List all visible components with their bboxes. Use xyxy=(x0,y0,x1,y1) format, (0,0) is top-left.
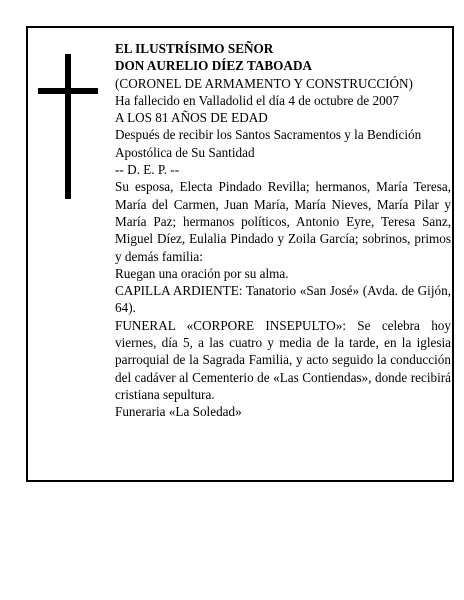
death-announcement: Ha fallecido en Valladolid el día 4 de octubre de 2007 xyxy=(115,92,399,108)
deceased-rank: (CORONEL DE ARMAMENTO Y CONSTRUCCIÓN) xyxy=(115,75,413,91)
deceased-age: A LOS 81 AÑOS DE EDAD xyxy=(115,110,268,126)
family-list: Su esposa, Electa Pindado Revilla; hermanos, María Teresa, María del Carmen, Juan María, María Nieves, María Pilar y María Paz; hermanos políticos, Antonio Eyre, Teresa Sanz, Miguel Díez, Eulalia Pindado y Zoila García; sobrinos, primos y demás familia: xyxy=(115,179,451,264)
notice-body xyxy=(115,40,451,421)
rip-line: -- D. E. P. -- xyxy=(115,162,180,178)
deceased-title: EL ILUSTRÍSIMO SEÑOR xyxy=(115,41,274,56)
cross-icon xyxy=(38,54,100,199)
cross-vertical-bar xyxy=(65,54,71,199)
cross-horizontal-bar xyxy=(38,88,98,94)
obituary-notice xyxy=(26,26,454,482)
chapel-info: CAPILLA ARDIENTE: Tanatorio «San José» (Avda. de Gijón, 64). xyxy=(115,283,451,316)
funeral-home: Funeraria «La Soledad» xyxy=(115,404,242,420)
prayer-request: Ruegan una oración por su alma. xyxy=(115,265,289,281)
sacraments-line: Después de recibir los Santos Sacramentos y la Bendición Apostólica de Su Santidad xyxy=(115,127,422,160)
funeral-info: FUNERAL «CORPORE INSEPULTO»: Se celebra hoy viernes, día 5, a las cuatro y media de la tarde, en la iglesia parroquial de la Sagrada Familia, y acto seguido la conducción del cadáver al Cementerio de «Las Contiendas», donde recibirá cristiana sepultura. xyxy=(115,317,451,402)
deceased-name: DON AURELIO DÍEZ TABOADA xyxy=(115,58,312,74)
